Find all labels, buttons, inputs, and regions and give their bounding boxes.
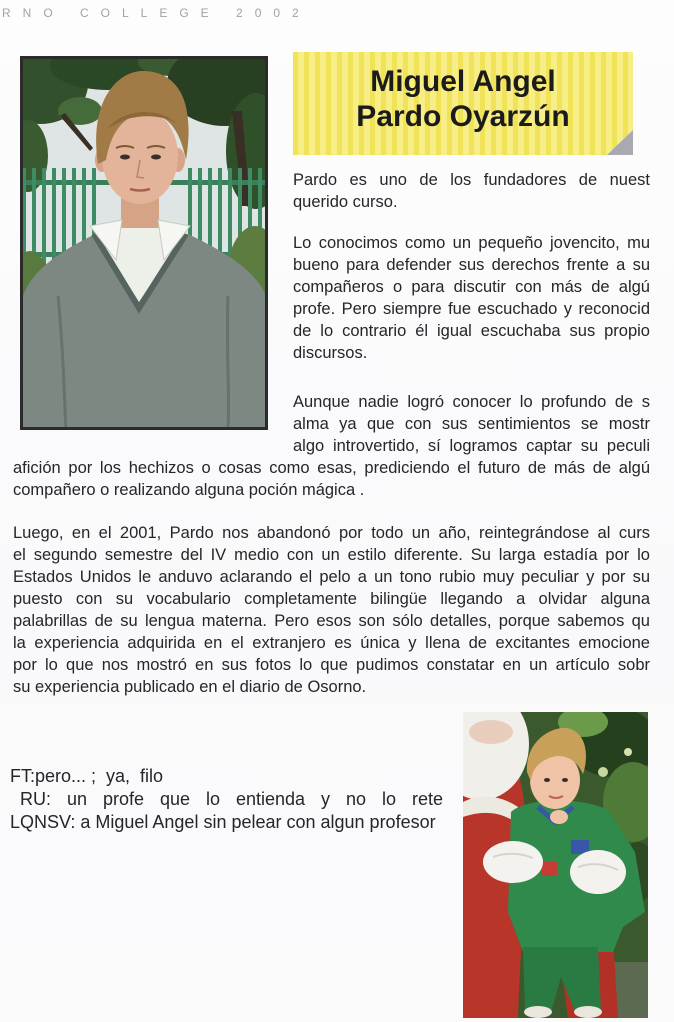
paragraph-personality-continued <box>13 457 650 501</box>
text-line: discursos. <box>293 344 368 362</box>
paragraph-exchange-year <box>13 522 650 698</box>
text-line: algo introvertido, sí logramos captar su peculi <box>293 437 650 455</box>
text-line: Pardo es uno de los fundadores de nuest <box>293 171 650 189</box>
text-line: Lo conocimos como un pequeño jovencito, mu <box>293 234 650 252</box>
paragraph-intro <box>293 169 650 213</box>
paragraph-childhood <box>293 232 650 364</box>
footer-ft-line: FT:pero... ; ya, filo <box>10 766 164 786</box>
text-line: querido curso. <box>293 193 398 211</box>
text-line: el segundo semestre del IV medio con un estilo diferente. Su larga estadía por lo <box>13 546 650 564</box>
text-line: Estados Unidos le anduvo aclarando el pelo a un tono rubio muy peculiar y por su <box>13 568 650 586</box>
text-line: puesto con su vocabulario completamente bilingüe llegando a olvidar alguna <box>13 590 650 608</box>
title-first-names: Miguel Angel <box>370 65 556 98</box>
text-line: compañeros o para discutir con más de algú <box>293 278 650 296</box>
text-line: su experiencia publicado en el diario de Osorno. <box>13 678 367 696</box>
portrait-photo <box>20 56 268 430</box>
paragraph-personality <box>293 391 650 457</box>
page-header: RNO COLLEGE 2002 <box>2 6 311 20</box>
footer-notes <box>10 765 450 834</box>
text-line: de lo contrario él igual escuchaba sus propio <box>293 322 650 340</box>
text-line: profe. Pero siempre fue escuchado y reconocid <box>293 300 650 318</box>
text-line: por lo que nos mostró en sus fotos lo que pudimos constatar en un artículo sobr <box>13 656 650 674</box>
title-last-names: Pardo Oyarzún <box>356 100 570 133</box>
text-line: Aunque nadie logró conocer lo profundo de s <box>293 393 650 411</box>
text-line: Luego, en el 2001, Pardo nos abandonó por todo un año, reintegrándose al curs <box>13 524 650 542</box>
text-line: afición por los hechizos o cosas como esas, prediciendo el futuro de más de algú <box>13 459 650 477</box>
footer-lqnsv-line: LQNSV: a Miguel Angel sin pelear con algun profesor <box>10 812 436 832</box>
footer-ru-line: RU: un profe que lo entienda y no lo rete <box>20 789 443 809</box>
text-line: bueno para defender sus derechos frente a su <box>293 256 650 274</box>
student-name-title <box>293 64 633 134</box>
text-line: compañero o realizando alguna poción mágica . <box>13 481 365 499</box>
text-line: alma ya que con sus sentimientos se mostr <box>293 415 650 433</box>
childhood-photo <box>463 712 648 1018</box>
text-line: palabrillas de su lengua materna. Pero esos son sólo detalles, porque sabemos qu <box>13 612 650 630</box>
text-line: la experiencia adquirida en el extranjero es única y llena de excitantes emocione <box>13 634 650 652</box>
